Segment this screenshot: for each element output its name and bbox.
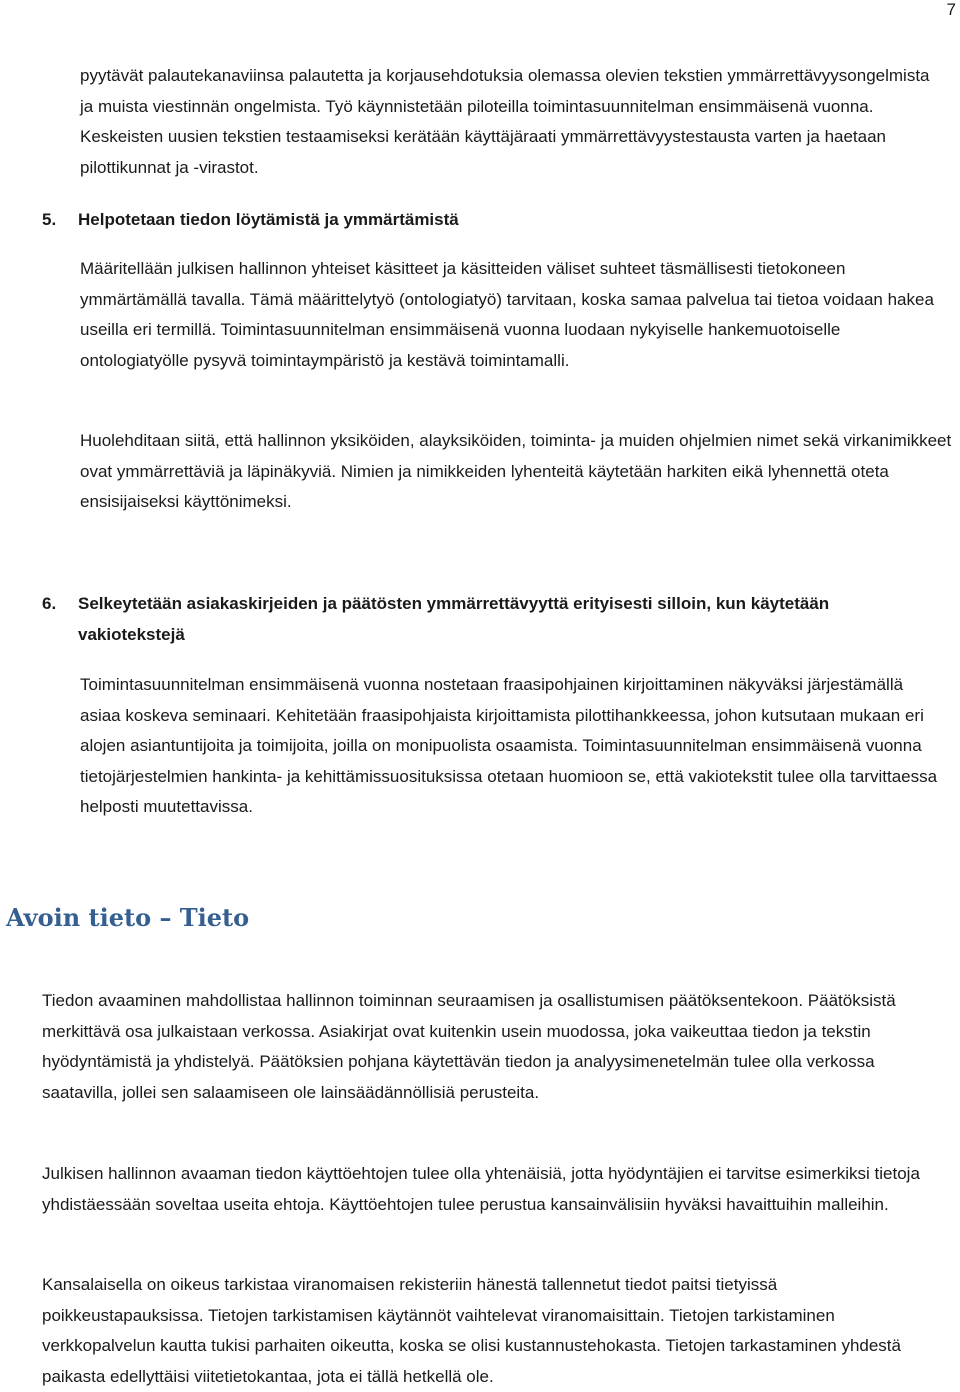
item-5-paragraph-2: Huolehditaan siitä, että hallinnon yksiköiden, alayksiköiden, toiminta- ja muiden ohjelmien nimet sekä virkanimikkeet ovat ymmärrettäviä ja läpinäkyviä. Nimien ja nimikkeiden lyhenteitä käytetään harkiten eikä lyhennettä oteta ensisijaiseksi käyttönimeksi.	[80, 431, 952, 511]
item-6-heading: Selkeytetään asiakaskirjeiden ja päätösten ymmärrettävyyttä erityisesti silloin, kun käytetään vakiotekstejä	[78, 594, 830, 644]
section-paragraph-3: Kansalaisella on oikeus tarkistaa viranomaisen rekisteriin hänestä tallennetut tiedot paitsi tietyissä poikkeustapauksissa. Tietojen tarkistamisen käytännöt vaihtelevat viranomaisittain. Tietojen tarkistaminen verkkopalvelun kautta tukisi parhaiten oikeutta, koska se olisi kustannustehokasta. Tietojen tarkastaminen yhdestä paikasta edellyttäisi viitetietokantaa, jota ei tällä hetkellä ole.	[42, 1275, 901, 1386]
intro-paragraph: pyytävät palautekanaviinsa palautetta ja korjausehdotuksia olemassa olevien tekstien ymmärrettävyysongelmista ja muista viestinnän ongelmista. Työ käynnistetään piloteilla toimintasuunnitelman ensimmäisenä vuonna. Keskeisten uusien tekstien testaamiseksi kerätään käyttäjäraati ymmärrettävyystestausta varten ja haetaan pilottikunnat ja -virastot.	[80, 66, 930, 177]
section-title: Avoin tieto – Tieto	[6, 903, 250, 932]
item-6-paragraph-1: Toimintasuunnitelman ensimmäisenä vuonna nostetaan fraasipohjainen kirjoittaminen näkyväksi järjestämällä asiaa koskeva seminaari. Kehitetään fraasipohjaista kirjoittamista pilottihankkeessa, johon kutsutaan mukaan eri alojen asiantuntijoita ja toimijoita, joilla on monipuolista osaamista. Toimintasuunnitelman ensimmäisenä vuonna tietojärjestelmien hankinta- ja kehittämissuosituksissa otetaan huomioon se, että vakiotekstit tulee olla tarvittaessa helposti muutettavissa.	[80, 675, 938, 816]
section-paragraph-2: Julkisen hallinnon avaaman tiedon käyttöehtojen tulee olla yhtenäisiä, jotta hyödyntäjien ei tarvitse esimerkiksi tietoja yhdistäessään soveltaa useita ehtoja. Käyttöehtojen tulee perustua kansainvälisiin hyväksi havaittuihin malleihin.	[42, 1164, 920, 1214]
page-number: 7	[946, 0, 956, 19]
item-6-number: 6.	[42, 594, 57, 613]
item-5-heading: Helpotetaan tiedon löytämistä ja ymmärtämistä	[78, 210, 459, 229]
section-paragraph-1: Tiedon avaaminen mahdollistaa hallinnon toiminnan seuraamisen ja osallistumisen päätöksentekoon. Päätöksistä merkittävä osa julkaistaan verkossa. Asiakirjat ovat kuitenkin usein muodossa, joka vaikeuttaa tiedon ja tekstin hyödyntämistä ja yhdistelyä. Päätöksien pohjana käytettävän tiedon ja analyysimenetelmän tulee olla verkossa saatavilla, jollei sen salaamiseen ole lainsäädännöllisiä perusteita.	[42, 991, 896, 1102]
item-5-paragraph-1: Määritellään julkisen hallinnon yhteiset käsitteet ja käsitteiden väliset suhteet täsmällisesti tietokoneen ymmärtämällä tavalla. Tämä määrittelytyö (ontologiatyö) tarvitaan, koska samaa palvelua tai tietoa voidaan hakea useilla eri termillä. Toimintasuunnitelman ensimmäisenä vuonna luodaan nykyiselle hankemuotoiselle ontologiatyölle pysyvä toimintaympäristö ja kestävä toimintamalli.	[80, 259, 934, 370]
item-5-number: 5.	[42, 210, 57, 229]
